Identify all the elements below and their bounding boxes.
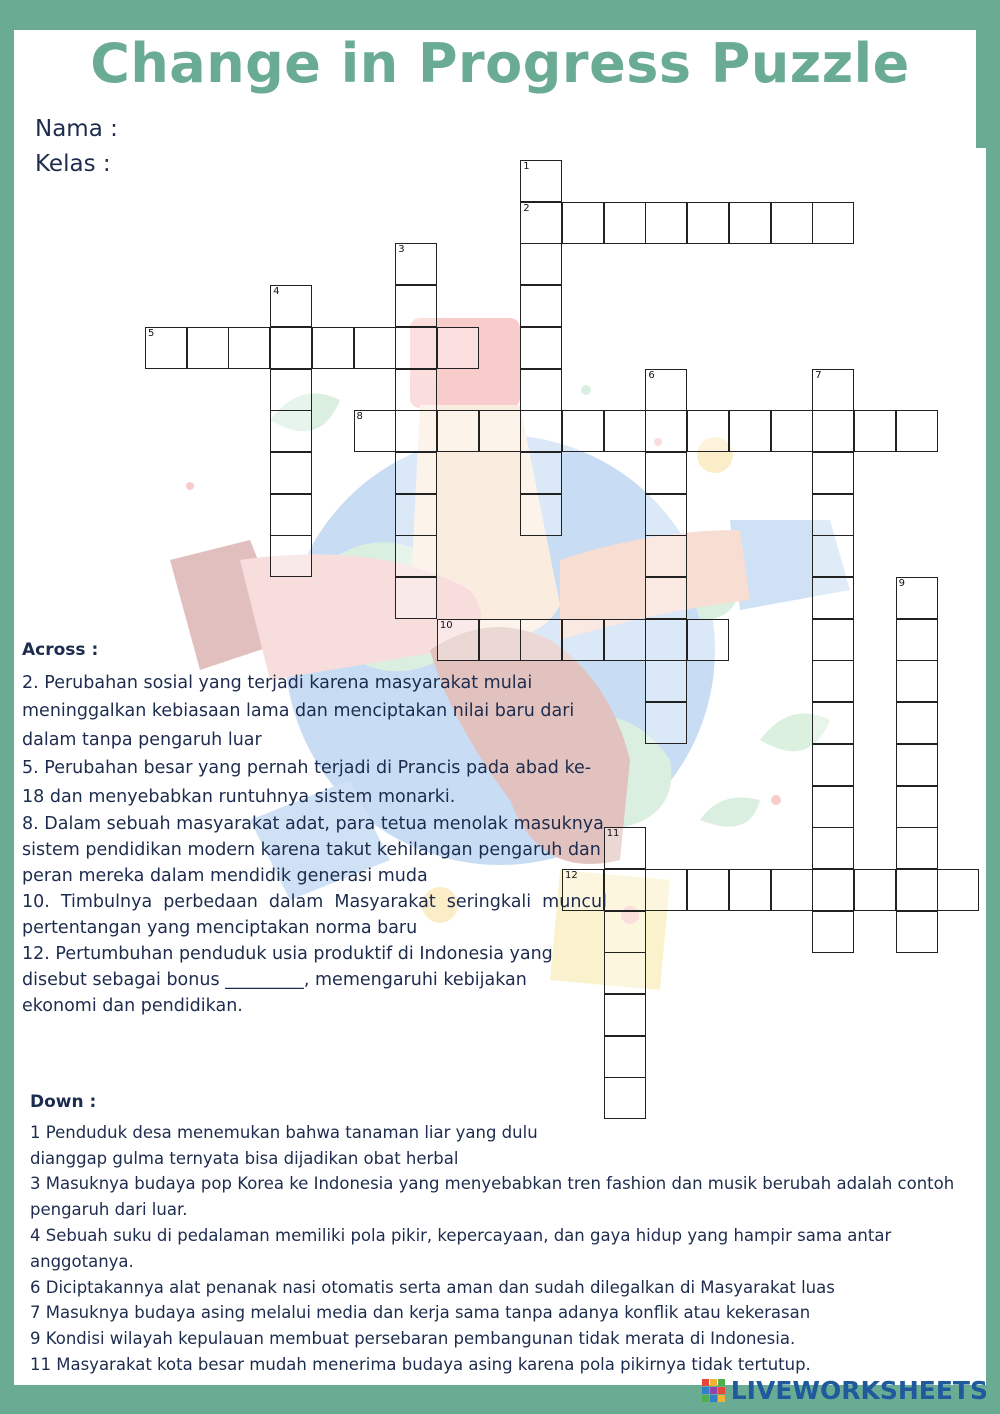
crossword-cell[interactable]: [729, 869, 771, 911]
across-clue-12: 12. Pertumbuhan penduduk usia produktif di Indonesia yang disebut sebagai bonus _________, memengaruhi kebijakan ekonomi dan pendidikan.: [22, 944, 553, 1016]
crossword-cell[interactable]: [645, 577, 687, 619]
crossword-cell[interactable]: [645, 660, 687, 702]
clue-number: 8: [356, 411, 363, 423]
crossword-cell[interactable]: [812, 660, 854, 702]
clue-number: 2: [523, 202, 530, 214]
down-clue-7: 7 Masuknya budaya asing melalui media dan kerja sama tanpa adanya konflik atau kekerasan: [30, 1303, 811, 1323]
crossword-cell[interactable]: [896, 827, 938, 869]
crossword-cell[interactable]: [395, 494, 437, 536]
crossword-cell[interactable]: [896, 619, 938, 661]
crossword-cell[interactable]: [604, 952, 646, 994]
crossword-cell[interactable]: [312, 327, 354, 369]
down-clue-11: 11 Masyarakat kota besar mudah menerima budaya asing karena pola pikirnya tidak tertutup.: [30, 1354, 811, 1374]
crossword-cell[interactable]: [562, 202, 604, 244]
crossword-cell[interactable]: [896, 410, 938, 452]
crossword-cell[interactable]: [270, 494, 312, 536]
crossword-cell[interactable]: [604, 911, 646, 953]
crossword-cell[interactable]: [395, 452, 437, 494]
crossword-cell[interactable]: [812, 619, 854, 661]
crossword-cell[interactable]: [520, 327, 562, 369]
crossword-cell[interactable]: [645, 535, 687, 577]
crossword-cell[interactable]: [604, 202, 646, 244]
crossword-cell[interactable]: [187, 327, 229, 369]
name-label: Nama :: [35, 116, 118, 142]
down-clues: [30, 1090, 970, 1378]
crossword-cell[interactable]: [395, 410, 437, 452]
crossword-cell[interactable]: [812, 494, 854, 536]
crossword-cell[interactable]: [520, 369, 562, 411]
crossword-cell[interactable]: [645, 202, 687, 244]
crossword-cell[interactable]: [395, 327, 437, 369]
crossword-cell[interactable]: [729, 202, 771, 244]
crossword-cell[interactable]: [771, 202, 813, 244]
across-clues: [22, 636, 607, 1019]
down-clue-1: 1 Penduduk desa menemukan bahwa tanaman liar yang dulu dianggap gulma ternyata bisa dijadikan obat herbal: [30, 1122, 538, 1168]
crossword-cell[interactable]: [854, 410, 896, 452]
crossword-cell[interactable]: [812, 369, 854, 411]
crossword-cell[interactable]: [687, 869, 729, 911]
crossword-cell[interactable]: [729, 410, 771, 452]
across-heading: Across :: [22, 640, 99, 660]
crossword-cell[interactable]: [520, 202, 562, 244]
crossword-cell[interactable]: [270, 452, 312, 494]
crossword-cell[interactable]: [854, 869, 896, 911]
crossword-cell[interactable]: [604, 619, 646, 661]
crossword-cell[interactable]: [562, 410, 604, 452]
clue-number: 12: [565, 869, 578, 881]
brand-name: LIVEWORKSHEETS: [730, 1375, 988, 1405]
crossword-cell[interactable]: [604, 1036, 646, 1078]
clue-number: 9: [898, 578, 905, 589]
crossword-cell[interactable]: [645, 702, 687, 744]
liveworksheets-icon: [701, 1377, 727, 1403]
crossword-cell[interactable]: [270, 369, 312, 411]
clue-number: 6: [648, 369, 655, 381]
crossword-cell[interactable]: [395, 369, 437, 411]
crossword-cell[interactable]: [812, 452, 854, 494]
crossword-cell[interactable]: [896, 744, 938, 786]
crossword-cell[interactable]: [687, 619, 729, 661]
down-heading: Down :: [30, 1092, 97, 1112]
crossword-cell[interactable]: [771, 410, 813, 452]
crossword-cell[interactable]: [896, 702, 938, 744]
page-title: Change in Progress Puzzle: [90, 32, 910, 95]
crossword-cell[interactable]: [604, 994, 646, 1036]
clue-number: 11: [606, 828, 620, 840]
brand-logo: [701, 1374, 988, 1406]
across-clue-10: 10. Timbulnya perbedaan dalam Masyarakat seringkali muncul pertentangan yang menciptakan norma baru: [22, 892, 607, 938]
down-clue-3: 3 Masuknya budaya pop Korea ke Indonesia yang menyebabkan tren fashion dan musik berubah adalah contoh pengaruh dari luar.: [30, 1174, 955, 1220]
down-clue-6: 6 Diciptakannya alat penanak nasi otomatis serta aman dan sudah dilegalkan di Masyarakat luas: [30, 1277, 835, 1297]
across-clue-2: 2. Perubahan sosial yang terjadi karena masyarakat mulai meninggalkan kebiasaan lama dan menciptakan nilai baru dari dalam tanpa pengaruh luar: [22, 672, 575, 750]
crossword-cell[interactable]: [812, 827, 854, 869]
clue-number: 3: [398, 244, 405, 256]
crossword-cell[interactable]: [812, 535, 854, 577]
crossword-cell[interactable]: [896, 660, 938, 702]
crossword-cell[interactable]: [520, 494, 562, 536]
clue-number: 7: [815, 369, 822, 381]
crossword-cell[interactable]: [520, 410, 562, 452]
crossword-cell[interactable]: [520, 243, 562, 285]
crossword-cell[interactable]: [687, 410, 729, 452]
crossword-cell[interactable]: [395, 535, 437, 577]
crossword-cell[interactable]: [520, 452, 562, 494]
clue-number: 4: [273, 286, 280, 298]
crossword-cell[interactable]: [520, 285, 562, 327]
crossword-cell[interactable]: [937, 869, 979, 911]
crossword-cell[interactable]: [604, 410, 646, 452]
crossword-cell[interactable]: [437, 410, 479, 452]
crossword-cell[interactable]: [812, 410, 854, 452]
crossword-cell[interactable]: [354, 327, 396, 369]
crossword-cell[interactable]: [395, 285, 437, 327]
across-clue-8: 8. Dalam sebuah masyarakat adat, para tetua menolak masuknya sistem pendidikan modern karena takut kehilangan pengaruh dan peran mereka dalam mendidik generasi muda: [22, 814, 604, 886]
crossword-cell[interactable]: [479, 410, 521, 452]
crossword-cell[interactable]: [270, 410, 312, 452]
crossword-cell[interactable]: [354, 410, 396, 452]
down-clue-4: 4 Sebuah suku di pedalaman memiliki pola pikir, kepercayaan, dan gaya hidup yang hampir sama antar anggotanya.: [30, 1225, 892, 1271]
crossword-cell[interactable]: [645, 619, 687, 661]
crossword-cell[interactable]: [896, 911, 938, 953]
crossword-cell[interactable]: [687, 202, 729, 244]
crossword-cell[interactable]: [604, 869, 646, 911]
crossword-cell[interactable]: [437, 327, 479, 369]
crossword-cell[interactable]: [520, 160, 562, 202]
crossword-cell[interactable]: [812, 911, 854, 953]
clue-number: 1: [523, 161, 530, 172]
crossword-cell[interactable]: [812, 202, 854, 244]
crossword-cell[interactable]: [228, 327, 270, 369]
crossword-cell[interactable]: [812, 869, 854, 911]
crossword-cell[interactable]: [896, 869, 938, 911]
crossword-cell[interactable]: [145, 327, 187, 369]
clue-number: 10: [439, 619, 453, 631]
class-label: Kelas :: [35, 151, 111, 177]
across-clue-5: 5. Perubahan besar yang pernah terjadi di Prancis pada abad ke-18 dan menyebabkan runtuhnya sistem monarki.: [22, 758, 592, 807]
crossword-cell[interactable]: [270, 285, 312, 327]
crossword-cell[interactable]: [645, 369, 687, 411]
crossword-cell[interactable]: [270, 535, 312, 577]
crossword-cell[interactable]: [896, 577, 938, 619]
crossword-cell[interactable]: [604, 827, 646, 869]
crossword-cell[interactable]: [395, 243, 437, 285]
clue-number: 5: [148, 327, 155, 339]
crossword-cell[interactable]: [771, 869, 813, 911]
down-clue-9: 9 Kondisi wilayah kepulauan membuat persebaran pembangunan tidak merata di Indonesia.: [30, 1329, 796, 1349]
crossword-cell[interactable]: [812, 786, 854, 828]
crossword-cell[interactable]: [812, 577, 854, 619]
crossword-cell[interactable]: [812, 702, 854, 744]
crossword-cell[interactable]: [645, 494, 687, 536]
crossword-cell[interactable]: [645, 452, 687, 494]
crossword-cell[interactable]: [645, 410, 687, 452]
crossword-cell[interactable]: [645, 869, 687, 911]
crossword-cell[interactable]: [812, 744, 854, 786]
crossword-cell[interactable]: [270, 327, 312, 369]
crossword-cell[interactable]: [395, 577, 437, 619]
crossword-cell[interactable]: [896, 786, 938, 828]
